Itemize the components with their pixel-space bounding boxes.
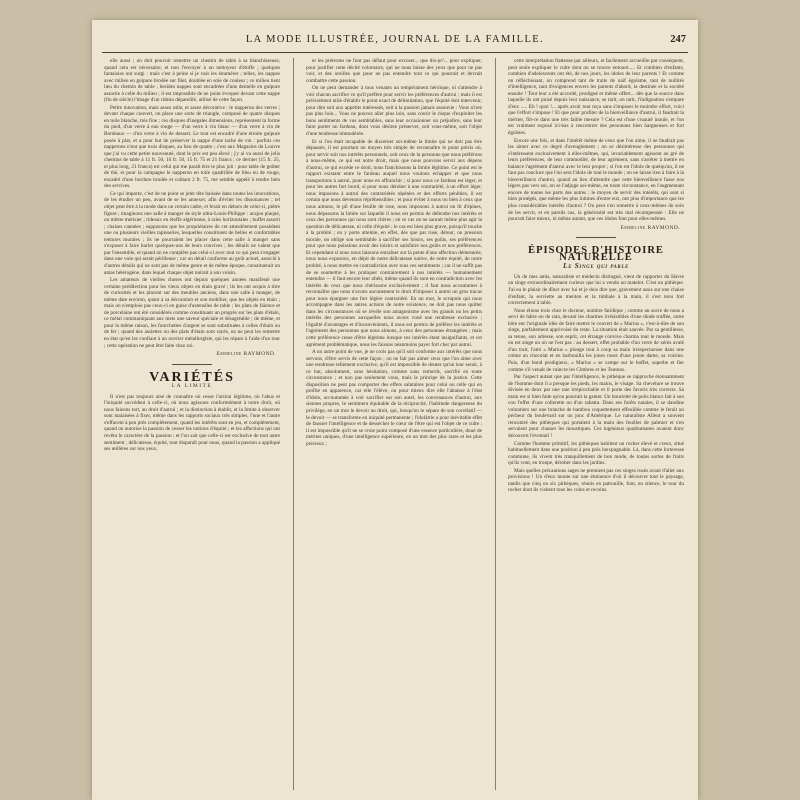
paragraph: Les amateurs de vieilles choses ont depuis quelques années manifesté une certaine prédilection pour les vieux objets en étain gravé ; ils les ont acquis à titre de curiosités et les placent sur des meubles anciens, dans une salle à manger, de même date environ, quant à sa décoration et son mobilier, que les objets en étain ; mais on n'emploie pas ceux-ci en guise d'ustensiles de table ; les plats de faïence et de porcelaine ont été considérés comme constituant un progrès sur les plats d'étain, ce métal communiquant aux mets une saveur spéciale et désagréable ; de même, et pour la même raison, les fourchettes d'argent se sont substituées à celles d'étain ou de fer ; quand des assiettes ou des plats d'étain sont rayés, on ne peut les remettre en état qu'en les confiant à un ouvrier métallurgiste, qui les répare à l'aide d'un tour ; cette opération ne peut être faite chez soi.: [104, 277, 280, 349]
running-header: LA MODE ILLUSTRÉE, JOURNAL DE LA FAMILLE.: [245, 34, 545, 45]
paragraph: Ce qui importe, c'est de ne point se jeter tête baissée dans toutes les innovations, de les étudier un peu, avant de se les annexer, afin d'éviter les dissonances ; tel objet peut être à la mode dans un certain cadre, et ferait en dehors de celui-ci, piètre figure ; imaginons une salle à manger de style ultra-Louis-Philippe : acajou plaqué, ou même merisier ; rideaux en étoffe algérienne, à raies horizontales ; buffet assorti ; chaises cannées ; supposons que les propriétaires de cet ameublement possèdent une ou plusieurs vieilles tapisseries, lesquelles constituent de belles et confortables tentures murales ; ils ne pourraient les placer dans cette salle à manger sans s'exposer à faire hurler quelques-uns de leurs convives ; les détails ne valent que par l'ensemble, et quand on ne complète pas celui-ci avec tout ce qui peut s'engager dans une voie qui serait périlleuse ; car un détail conforme au goût actuel, associé à d'autres détails qui ne sont pas de même genre et de même époque, constituerait un amas hétérogène, dans lequel chaque objet nuirait à son voisin.: [104, 190, 280, 276]
paragraph: Encore une fois, et dans l'intérêt même de ceux que l'on aime, il ne faudrait pas les aimer avec ce degré d'aveuglement ; on se désintéresse des personnes qui s'intéressent exclusivement à elles-mêmes, qui, invariablement agissent au gré de leurs préférences, de leur commodité, de leur agrément, sans s'arrêter à mettre en balance l'agrément d'autrui avec le leur propre ; si l'on est l'idole de quelqu'un, il ne faut pas conclure que l'on sera l'idole de tout le monde ; on ne laisse rien à faire à la bienveillance d'autrui, quand au lieu d'attendre que cette bienveillance fasse nos légers pas vers soi, on se l'adjuge soi-même, en toute circonstance, en l'augmentant encore de toutes les parts des autres ; le moyen de servir des intérêts, qui sont si bien protégés, que même les plus intimes d'entre eux, ont plus d'importance que les plus considérables intérêts d'autrui ? On peut s'en remettre à ceux-mêmes du soin de les servir, et en pareils cas, la générosité est très mal récompensée : Elle ne pourrait faire mieux, ni même autant, que ces idoles font pour elles-mêmes.: [508, 137, 684, 223]
page-number: 247: [670, 34, 686, 45]
paragraph: Il n'est pas toujours aisé de connaître où cesse l'action légitime, où l'abus et l'iniquité succèdent à celle-ci, où nous agissons conformément à notre droit, où nous faisons tort, au droit d'autrui ; et la distinction à établir, et la limite à observer sont malaisées à fixer, même dans les rapports sociaux très simples, l'une et l'autre s'effacent à peu près complètement, quand les intérêts sont en jeu, et complètement, quand on autorise la passion de cesser les notions d'équité ; et les affections qui ont revêtu le caractère de la passion ; et l'on sait que celle-ci est exclusive de tout autre sentiment ; délicatesse, équité, tout disparaît pour nous, quand la passion a appliqué ses œillères sur nos yeux,: [104, 393, 280, 453]
paragraph: cette interprétation flatteuse par ailleurs, et facilement accueillie par conséquent, peut seule expliquer le culte dont on se trouve entouré..... Et combien d'enfants, combien d'adolescents ont été, de nos jours, les idoles de leur parents ! Et comme on réfléchissant, on comprend tant de traits de naïf égoïsme, tant de nullités d'intelligence, tant d'exigences envers les parents d'abord, la destinée et la société ensuite ! Tout leur a été accordé, prodigué et même offert... dès que la source dans laquelle ils ont puisé depuis leur naissance, se tarit, on tarit, l'indignation s'empare d'eux ..... Eh ! quoi !... après avoir tout reçu sans s'imposer le moindre effort, voici que l'effort s'impose ! Et que pour profiter de la bienveillance d'autrui, il faudrait la mériter, fût-ce dans une très faible mesure ? Cela est d'une cruauté inouïe, et l'on est vraiment exposé ici-bas à rencontrer des personnes bien hargneuses et fort égoïstes.: [508, 58, 684, 137]
column-2: [306, 58, 482, 790]
paragraph: Nous étions trois chez le docteur, nombre fatidique ; comme au sucre de nous a servi de hâtre ou de rata, devant les charmes irrésistibles d'une dinde truffée, notre hôte eut l'originale idée de faire mettre le couvert de « Marius », c'est-à-dire de son singe, parfaitement apprivoisé du reste. La situation était sauvée. Par sa gentillesse, sa tenue, son adresse, son esprit, cet étrange convive charma tout le monde. Mais on est singe ou on ne l'est pas : au dessert, effet probable d'un verre de xérès avalé d'un trait, l'ami « Marius » plonge tout à coup sa main irrespectueuse dans une crème au chocolat et en barbouilla les joues roses d'une jeune dame, sa voisine. Puis, d'un bond prodigieux, « Marius » se campe sur le buffet, superbe et fier comme s'il venait de vaincre les Cimbres et les Teutons.: [508, 307, 684, 373]
author-signature: Emmeline RAYMOND.: [620, 224, 680, 231]
column-1: [104, 58, 280, 790]
section-subtitle: LA LIMITE: [171, 383, 213, 390]
paragraph: et les prétextes ne font pas défaut pour excuser... que dis-je?... pour expliquer, pour justifier cette décité volontaire, qui ne nous laisse des yeux que pour ne pas voir, et des oreilles que pour ne pas entendre tout ce qui pourrait et devrait combattre cette passion.: [306, 58, 482, 84]
paragraph: Comme l'homme primitif, les pithèques habitent un rocher élevé et creux, situé habituellement dans une position à peu près inexpugnable. Là, dans cette forteresse commune, ils vivent très tranquillement de bon mode, de toutes sortes de fruits qu'ils vont, en troupe, dérober dans les jardins.: [508, 440, 684, 467]
author-signature: Emmeline RAYMOND.: [216, 351, 276, 358]
column-divider: [495, 58, 496, 790]
paragraph: elle aussi ; on doit pouvoir remettre un chemin de table à sa blanchisseuse, quand cela est nécessaire, et non l'envoyer à un nettoyeur d'étoffe ; quelques fantaisies ont surgi : mais c'est à peine si je vais les énumérer ; telles, les nappes avec milieu en guipure brodée sur filet, doublée en soie de couleur ; ce milieu tient lieu du chemin de table ; besides nappes sont encadrées d'une dentelle en guipure assortie à celle du milieu ; il est impossible de ne point évoquer devant cette nappe (fin de siècle) l'image d'un rideau dépareillé, utilisé de cette façon.: [104, 58, 280, 104]
section-title-episodes: ÉPISODES D'HISTOIRE NATURELLE: [528, 245, 664, 263]
paragraph: Mais quelles précautions sages ne prennent pas ces singes rusés avant d'aller aux provisions ! Un d'eux monte sur une éminence d'où il découvre tout le paysage, tandis que cinq ou six pithèques, réunis en patrouille, font, en silence, le tour du rocher dont ils visitent tous les coins et recoins.: [508, 467, 684, 494]
section-separator: [172, 364, 212, 365]
section-subtitle: Le Singe qui parle: [563, 261, 629, 271]
paragraph: Et si l'on était incapable de discerner soi-même la limite qui ne doit pas être dépassée, il est pourtant un moyen très simple de reconnaître le point précis où, pour servir soit nos intérêts personnels, soit ceux de la personne que nous préférons à nous-même, ce qui est notre droit, mais que nous pouvons servir aux dépens d'autrui, ce qui excède ce droit, nous franchissons la limite légitime. Ce point est le rapport existant entre le fardeau auquel nous voulons échapper et que nous transportons à autrui, pour nous en affranchir ; si pour nous ce fardeau est léger, et pour les autres fort lourd, si pour nous dérober à une contrariété, à un effort léger, nous imposons à autrui des contrariétés répétées et des efforts pénibles, il est certain que nous devenons répréhensibles ; et pour éviter à nous ou bien à ceux que nous aimons, le pli d'une feuille de rose, nous imposons à autrui un lit d'épines, nous dépassons la limite sur laquelle il nous est permis de défendre nos intérêts et ceux des personnes qui nous sont chères ; en ce cas on ne saurait même plus agir la question de délicatesse, ni celle d'équité ; le cas est bien plus grave, puisqu'il touche à la probité ; on y porte atteinte, en effet, dès que par ruse, détour, ou pression morale, on oblige son semblable à sacrifier ses loisirs, ses goûts, ses préférences pour que nous puissions avoir des loisirs et satisfaire nos goûts et nos préférences. Et cependant si nous nous laissons entraîner sur la pente d'une affection démesurée, nous nous exposons, en dépit de notre délicatesse native, de notre équité, de notre probité, à nous mettre en contradiction avec tous ces sentiments ; car il ne suffit pas de se soumettre à les pratiquer contrairement à nos intérêts — humainement entendus — il faut encore leur obéir, même quand ils sont en contradiction avec les intérêts de ceux que nous chérissons exclusivement ; il faut nous accoutumer à reconnaître que nous n'avons aucunement le droit d'imposer à autrui un gros tracas pour nous épargner une fort légère contrariété. En un mot, le scrupule qui nous accompagne dans les autres actions de notre existence, ne doit pas nous quitter dans les circonstances où se révèle son antagonisme avec les grands ou les petits intérêts des personnes auxquelles nous avons voué une tendresse exclusive ; l'égalité d'avantages et d'inconvénients, il nous est permis de préférer les intérêts et l'agrément des personnes que nous aimons, à ceux des personnes étrangères ; mais cette préférence cesse d'être légitime lorsque ces intérêts étant insignifiants, et cet agrément problématique, nous les faisons néanmoins payer fort cher par autrui.: [306, 138, 482, 348]
magazine-page: [92, 20, 698, 800]
section-title-varietes: VARIÉTÉS: [149, 369, 235, 385]
column-3: [508, 58, 684, 790]
column-divider: [293, 58, 294, 790]
paragraph: A un autre point de vue, je ne crois pas qu'il soit conforme aux intérêts que nous servons, d'être servis de cette façon ; on ne fait pas aimer ceux que l'on aime avec une tendresse tellement exclusive, qu'il est impossible de douter qu'on leur serait, à ce but, absolument, sans hésitation, comme sans remords, sacrifié en toute circonstance ; et non pas seulement vous, mais le principe de la justice. Cette disposition ne peut pas comporter des effets salutaires pour celui ou celle qui en profite en apparence, car elle l'élève, ou pour mieux dire elle l'abaisse à l'état d'idole, accoutumée à voir sacrifier sur son autel, les convenances d'autrui, aux siennes propres, le sentiment équitable de la réciprocité, l'habitude dangereuse du privilège, en un mot le devoir au droit, qui, lorsqu'on le sépare de son corrélatif — le devoir — se transforme en iniquité permanente ; l'idolâtrie a pour inévitable effet de fausser l'intelligence et de dessécher le cœur de l'être qui est l'objet de ce culte ; il est impossible qu'il ne se croie point composé d'une essence particulière, doué de mérites uniques, d'une intelligence supérieure, en un mot des plus rares et les plus précieux ;: [306, 349, 482, 447]
header-rule: [102, 52, 688, 53]
paragraph: On ne peut demander à tous venants un tempérament héroïque, ni s'attendre à voir chacun sacrifier ce qu'il préfère pour servir les préférences d'autrui ; mais il est précisément utile d'établir le point exact de délimitation, que l'équité doit intervenir, pour dire soit aux appétits intéressés, soit à la passion jamais assouvie : Vous n'irez pas plus loin... Vous ne pouvez aller plus loin, sans courir le risque d'exploiter les bons sentiments de vos semblables, sans leur occasionner un préjudice, sans leur faire porter un fardeau, dont vous désirez préserver, soit vous-même, soit l'objet d'une tendresse immodérée.: [306, 85, 482, 138]
section-separator: [576, 237, 616, 238]
paragraph: Un de mes amis, naturaliste et médecin distingué, vient de rapporter du Havre un singe extraordinairement curieux que lui a vendu un matelot. C'est un pithèque. J'ai eu le plaisir de dîner avec lui et je dois dire que, gravement assis sur une chaise d'enfant, la serviette au menton et la timbale à la main, il s'est tenu fort correctement à table.: [508, 273, 684, 307]
paragraph: Petite innovation, mais assez utile, et assez décorative : le napperon des verres ; devant chaque couvert, on place une sorte de triangle, composé de quatre disques en toile blanche, très fine ; ces disques d'inégales dimensions, représentent la forme du pied, d'un verre à eau rouge — d'un verre à vin blanc — d'un verre à vin de Bordeaux — d'un verre à vin de dessert. Le tout est encadré d'une étroite guipure posée à plat, et a pour but de préserver la nappe d'une tache de vin : parfois ces napperons n'ont que trois disques, au lieu de quatre ; c'est aux Magasins du Louvre que j'ai vu cette petite nouveauté, dont le prix est peu élevé ; j'y ai vu aussi de jolis chemins de table à 11 fr. 50, 16 fr. 50, 15 fr. 75 et 21 francs ; ce dernier (15 fr. 25, et plus long, 21 francs) est celui qui me paraît être le plus joli : pour table de goûter de thé, et pour la campagne le napperon en toile quadrillée de bleu ou de rouge, encadré d'une bordure brodée et coûtant 2 fr. 75, me semble appelé à rendre bien des services.: [104, 104, 280, 190]
paragraph: Par l'aspect autant que par l'intelligence, le pithèque se rapproche étonnamment de l'homme dont il a presque les pieds, les mains, le visage. Sa chevelure se trouve divisée en deux par une raie irréprochable et il porte des favoris très corrects. Sa main est si bien faite qu'on pourrait la ganter. Un bourrelet de poils blancs fait à son cou l'effet d'une collerette ou d'un rabattu. Dans ses forêts natales, il se dandine volontiers sur une branche de bambou coquettement effeuillée comme le ferait un pécheur du boulevard sur un jonc d'Amérique. Le naturaliste Allent a souvent rencontré des pithèques qui portaient à la main des feuilles de palmier et s'en servaient pour chasser les moustiques. Ces ingénieux quadrumanes avaient donc découvert l'éventail !: [508, 374, 684, 439]
